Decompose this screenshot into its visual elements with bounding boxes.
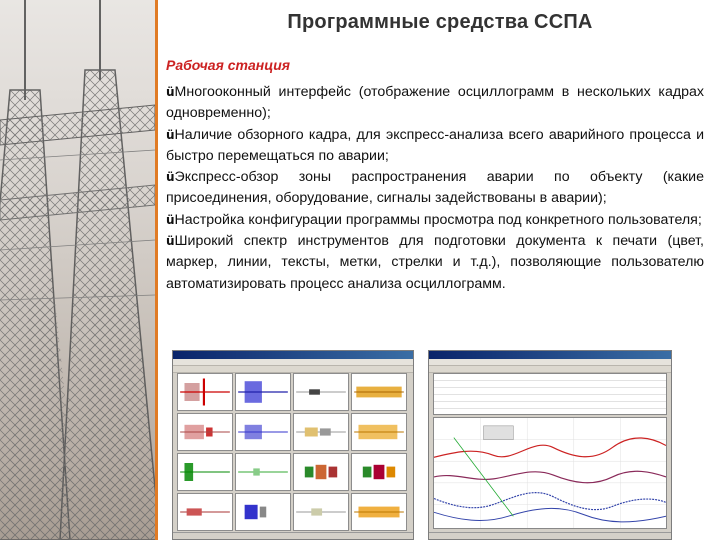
overview-screenshot [428,350,672,540]
checkmark-icon: ü [166,85,175,99]
page-title: Программные средства ССПА [287,11,593,33]
oscillogram-frame [293,413,349,451]
window-statusbar [429,532,671,539]
feature-item [166,231,704,295]
power-tower-photo [0,0,155,540]
window-menubar [173,359,413,366]
accent-stripe [155,0,158,540]
waveform-plot [433,417,667,529]
feature-list [166,82,704,295]
oscillogram-grid [177,373,407,531]
section-subtitle: Рабочая станция [166,57,291,73]
oscillogram-frame [351,413,407,451]
oscillogram-frame [177,373,233,411]
feature-item [166,210,704,231]
window-menubar [429,359,671,366]
feature-text: Настройка конфигурации программы просмотра под конкретного пользователя; [174,211,702,228]
multiwindow-screenshot [172,350,414,540]
oscillogram-frame [177,413,233,451]
checkmark-icon: ü [166,170,175,185]
oscillogram-frame [351,453,407,491]
table-row [434,402,666,409]
table-row [434,388,666,395]
feature-text: Широкий спектр инструментов для подготовки документа к печати (цвет, маркер, линии, тексты, метки, стрелки и т.д.), позволяющие пользователю автоматизировать процесс анализа осциллограмм. [166,233,704,292]
signal-table [433,373,667,415]
table-row [434,374,666,381]
oscillogram-frame [351,493,407,531]
oscillogram-frame [293,493,349,531]
oscillogram-frame [293,373,349,411]
oscillogram-frame [235,413,291,451]
feature-item [166,125,704,168]
oscillogram-frame [177,493,233,531]
checkmark-icon: ü [166,212,175,227]
checkmark-icon: ü [166,234,175,249]
feature-item [166,82,704,125]
table-row [434,395,666,402]
oscillogram-frame [351,373,407,411]
window-toolbar [429,366,671,373]
feature-text: Наличие обзорного кадра, для экспресс-анализа всего аварийного процесса и быстро перемещаться по аварии; [166,126,704,164]
window-titlebar [173,351,413,359]
feature-item [166,167,704,210]
oscillogram-frame [235,493,291,531]
checkmark-icon: ü [166,127,175,142]
window-toolbar [173,366,413,373]
feature-text: Экспресс-обзор зоны распространения аварии по объекту (какие присоединения, оборудование, сигналы задействованы в аварии); [166,169,704,207]
oscillogram-frame [235,373,291,411]
window-titlebar [429,351,671,359]
power-tower-image [0,0,155,540]
oscillogram-frame [235,453,291,491]
feature-text: Многооконный интерфейс (отображение осциллограмм в нескольких кадрах одновременно); [166,84,704,122]
oscillogram-frame [293,453,349,491]
oscillogram-frame [177,453,233,491]
table-row [434,381,666,388]
window-statusbar [173,532,413,539]
